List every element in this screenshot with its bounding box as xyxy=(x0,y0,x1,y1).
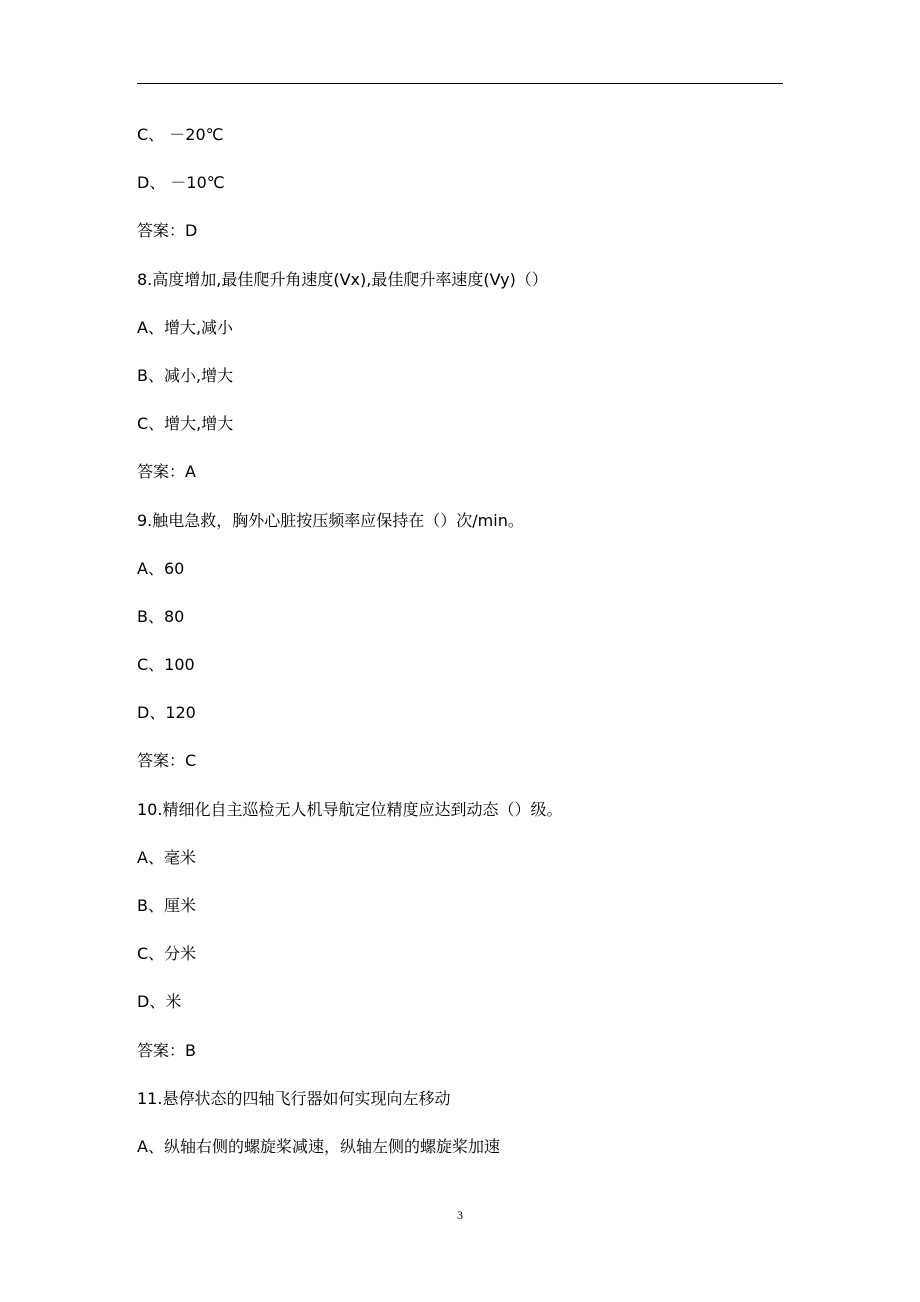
option-b: B、厘米 xyxy=(137,896,196,915)
option-d: D、120 xyxy=(137,703,196,723)
option-c: C、增大,增大 xyxy=(137,414,234,434)
question-11: 11.悬停状态的四轴飞行器如何实现向左移动 xyxy=(137,1088,451,1108)
header-rule xyxy=(137,83,783,84)
answer: 答案：A xyxy=(137,462,196,482)
option-b: B、80 xyxy=(137,606,185,626)
answer: 答案：D xyxy=(137,221,198,241)
option-a: A、增大,减小 xyxy=(137,317,234,337)
question-10: 10.精细化自主巡检无人机导航定位精度应达到动态（）级。 xyxy=(137,799,563,819)
option-c: C、 －20℃ xyxy=(137,125,224,144)
option-c: C、分米 xyxy=(137,944,197,964)
document-body xyxy=(137,122,783,1182)
option-b: B、减小,增大 xyxy=(137,365,234,385)
option-d: D、 －10℃ xyxy=(137,173,225,193)
question-9: 9.触电急救，胸外心脏按压频率应保持在（）次/min。 xyxy=(137,510,524,530)
page-number: 3 xyxy=(457,1208,463,1222)
answer: 答案：C xyxy=(137,751,197,771)
option-a: A、毫米 xyxy=(137,847,196,867)
answer: 答案：B xyxy=(137,1040,196,1060)
option-a: A、60 xyxy=(137,558,185,578)
option-c: C、100 xyxy=(137,655,195,675)
option-a: A、纵轴右侧的螺旋桨减速，纵轴左侧的螺旋桨加速 xyxy=(137,1136,500,1156)
option-d: D、米 xyxy=(137,992,182,1012)
question-8: 8.高度增加,最佳爬升角速度(Vx),最佳爬升率速度(Vy)（） xyxy=(137,269,548,289)
